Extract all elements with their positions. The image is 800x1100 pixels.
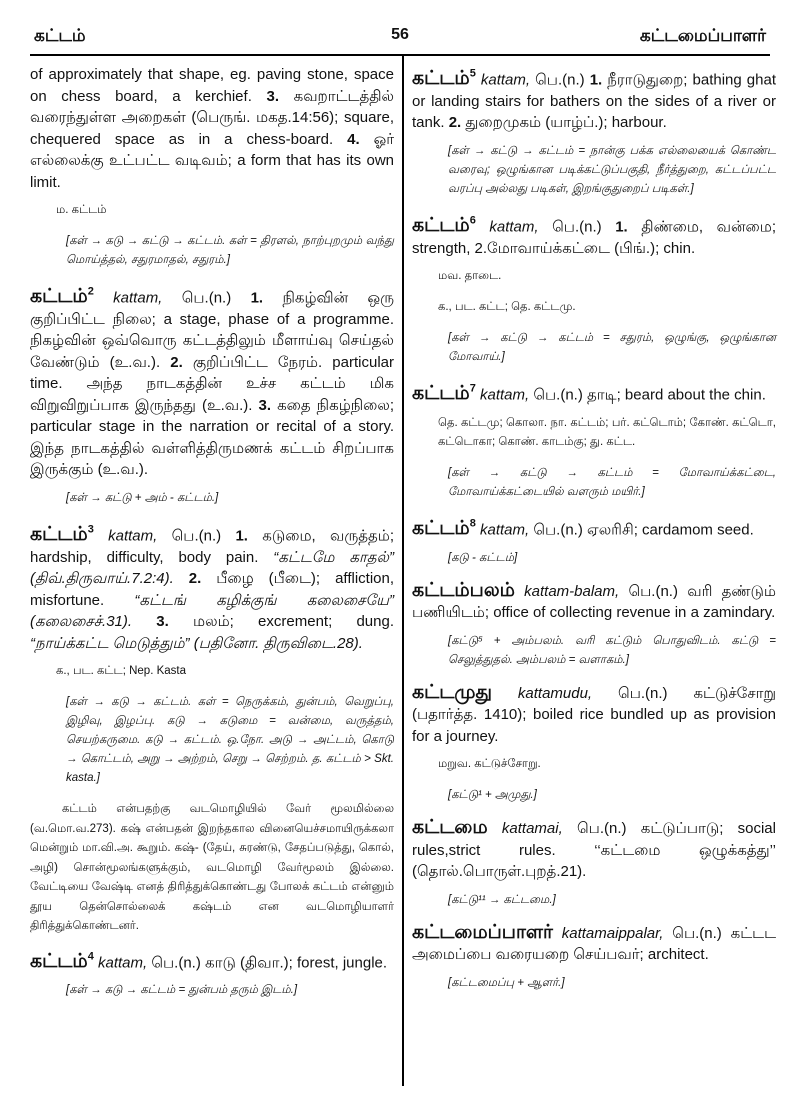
citation: “கட்டங் கழிக்குங் கலைசையே” (கலைசைச்.31). [30, 591, 394, 631]
entry-definition: கட்டம்$^5$ kattam, பெ.(n.) 1. நீராடுதுறை; bathing ghat or landing stairs for bathers on the sides of a river or tank. 2. துறைமுகம் (யாழ்ப்.); harbour. [412, 68, 776, 132]
citation: ‘‘கட்டமை ஒழுக்கத்து’’ (தொல்.பொருள்.புறத்.21). [412, 841, 776, 881]
headword: கட்டம்$^2$ [30, 286, 94, 308]
entry-definition: கட்டம்பலம் kattam-balam, பெ.(n.) வரி தண்டும் பணியிடம்; office of collecting revenue in a zamindary. [412, 579, 776, 622]
cognates: மவ. தாடை. [438, 270, 502, 283]
entry-kattam-6 [412, 211, 776, 367]
entry-definition: கட்டம்$^2$ kattam, பெ.(n.) 1. நிகழ்வின் ஒரு குறிப்பிட்ட நிலை; a stage, phase of a programme. நிகழ்வின் ஒவ்வொரு கட்டத்திலும் மீளாய்வு செய்தல் வேண்டும் (உ.வ.). 2. குறிப்பிட்ட நேரம். particular time. அந்த நாடகத்தின் உச்ச கட்டம் மிக விறுவிறுப்பாக இருந்தது (உ.வ.). 3. கதை நிகழ்நிலை; particular stage in the narration or recital of a story. இந்த நாடகத்தில் வள்ளித்திருமணக் கட்டம் சிறப்பாக இருக்கும் (உ.வ.). [30, 286, 395, 479]
running-head-right: கட்டமைப்பாளர் [639, 26, 766, 45]
transliteration: kattam, [479, 521, 530, 539]
part-of-speech: பெ.(n.) [618, 684, 668, 702]
transliteration: kattamai, [501, 820, 563, 838]
transliteration: kattam, [489, 218, 539, 236]
left-column [30, 64, 394, 1012]
etymology: [கட்டமைப்பு + ஆளர்.] [448, 976, 565, 989]
headword: கட்டமுது [412, 681, 492, 703]
page-number: 56 [391, 26, 409, 43]
etymology: [கள் → கட்டு → கட்டம் = நான்கு பக்க எல்லையைக் கொண்ட வரைவு; ஒழுங்கான படிக்கட்டுப்பகுதி, நீர்த்துறை, கட்டப்பட்ட வரப்பு அல்லது படிகள், இறங்குதுறைப் படிகள்.] [448, 144, 776, 195]
part-of-speech: பெ.(n.) [535, 71, 585, 89]
entry-kattam-2 [30, 282, 394, 508]
part-of-speech: பெ.(n.) [181, 289, 232, 307]
entry-definition: கட்டம்$^3$ kattam, பெ.(n.) 1. கடுமை, வருத்தம்; hardship, difficulty, body pain. “கட்டமே காதல்” (திவ்.திருவாய்.7.2:4). 2. பீழை (பீடை); affliction, misfortune. “கட்டங் கழிக்குங் கலைசையே” (கலைசைச்.31). 3. மலம்; excrement; dung. “நாய்க்கட்ட மெடுத்தும்” (பதினோ. திருவிடை.28). [30, 523, 395, 652]
citation: “நாய்க்கட்ட மெடுத்தும்” (பதினோ. திருவிடை.28). [30, 634, 363, 652]
header-rule [30, 54, 770, 56]
part-of-speech: பெ.(n.) [552, 218, 602, 236]
cognates: ம. கட்டம் [56, 204, 107, 216]
headword: கட்டம்$^3$ [30, 523, 94, 546]
part-of-speech: பெ.(n.) [577, 820, 627, 838]
headword: கட்டம்$^4$ [30, 950, 94, 972]
etymology: [கடு - கட்டம்] [448, 551, 518, 564]
transliteration: kattam, [113, 289, 163, 307]
etymology: [கள் → கட்டு → கட்டம் = மோவாய்க்கட்டை, மோவாய்க்கட்டையில் வளரும் மயிர்.] [448, 466, 776, 498]
entry-continued [30, 64, 394, 270]
entry-definition: of approximately that shape, eg. paving stone, space on chess board, a kerchief. 3. கவறாட்டத்தில் வரைந்துள்ள அறைகள் (பெருங். மகத.14:56); square, chequered space as in a chess-board. 4. ஓர் எல்லைக்கு உட்பட்ட வடிவம்; a form that has its own limit. [30, 66, 395, 191]
entry-definition: கட்டமை kattamai, பெ.(n.) கட்டுப்பாடு; social rules,strict rules. ‘‘கட்டமை ஒழுக்கத்து’’ (தொல்.பொருள்.புறத்.21). [412, 817, 776, 881]
transliteration: kattam-balam, [524, 582, 620, 600]
column-divider [402, 56, 404, 1086]
headword: கட்டமை [412, 817, 488, 839]
entry-kattam-3 [30, 520, 394, 937]
part-of-speech: பெ.(n.) [533, 521, 583, 539]
editorial-comment: கட்டம் என்பதற்கு வடமொழியில் வேர் மூலமில்லை (வ.மொ.வ.273). கஷ் என்பதன் இறந்தகால வினையெச்சமாயிருக்கலா மென்றும் மா.வி.அ. கூறும். கஷ்- (தேய், சுரண்டு, சேதப்படுத்து, கொல், அழி) சொன்மூலங்களுக்கும், வடமொழி வேர்மூலம் இல்லை. வேட்டியை வேஷ்டி எனத் திரித்துக்கொண்டது போலக் கட்டம் என்னும் தூய தென்சொல்லைக் கஷ்டம் என வடமொழியாளர் திரித்துக்கொண்டனர். [30, 803, 394, 933]
transliteration: kattam, [479, 386, 530, 404]
headword: கட்டம்$^8$ [412, 517, 476, 540]
entry-definition: கட்டமைப்பாளர் kattamaippalar, பெ.(n.) கட்டட அமைப்பை வரையறை செய்பவர்; architect. [412, 921, 777, 964]
headword: கட்டம்$^5$ [412, 68, 476, 90]
entry-definition: கட்டம்$^7$ kattam, பெ.(n.) தாடி; beard about the chin. [412, 383, 766, 405]
right-column [412, 64, 776, 1005]
headword: கட்டம்பலம் [412, 579, 515, 601]
part-of-speech: பெ.(n.) [628, 582, 678, 600]
citation: “கட்டமே காதல்” (திவ்.திருவாய்.7.2:4). [30, 548, 394, 588]
entry-definition: கட்டம்$^6$ kattam, பெ.(n.) 1. திண்மை, வன்மை; strength, 2.மோவாய்க்கட்டை (பிங்.); chin. [412, 214, 776, 257]
cognates: க., பட. கட்ட; தெ. கட்டமு. [438, 301, 576, 314]
entry-kattambalam [412, 580, 776, 670]
entry-kattam-4 [30, 947, 394, 1001]
headword: கட்டம்$^7$ [412, 383, 476, 405]
etymology: [கள் → கடு → கட்டம். கள் = நெருக்கம், துன்பம், வெறுப்பு, இழிவு, இழப்பு. கடு → கடுமை = வன்மை, வருத்தம், செயற்கருமை. கடு → கட்டம். ஒ.நோ. அடு → அட்டம், கொடு → கொட்டம், அறு → அற்றம், செறு → செற்றம். த. கட்டம் > Skt. kasta.] [66, 696, 394, 785]
part-of-speech: பெ.(n.) [533, 386, 583, 404]
etymology: [கட்டு⁵ + அம்பலம். வரி கட்டும் பொதுவிடம். கட்டு = செலுத்துதல். அம்பலம் = வளாகம்.] [448, 634, 776, 666]
transliteration: kattamaippalar, [561, 924, 664, 942]
cognates: க., பட. கட்ட; Nep. Kasta [56, 665, 186, 678]
transliteration: kattamudu, [517, 684, 593, 702]
transliteration: kattam, [108, 527, 158, 545]
entry-definition: கட்டம்$^4$ kattam, பெ.(n.) காடு (திவா.); forest, jungle. [30, 950, 388, 972]
etymology: [கள் → கட்டு + அம் - கட்டம்.] [66, 491, 219, 504]
entry-kattamaippalar [412, 922, 776, 993]
entry-definition: கட்டம்$^8$ kattam, பெ.(n.) ஏலரிசி; cardamom seed. [412, 517, 754, 540]
etymology: [கள் → கட்டு → கட்டம் = சதுரம், ஒழுங்கு, ஒழுங்கான மோவாய்.] [448, 332, 776, 364]
running-head-left: கட்டம் [34, 26, 86, 45]
part-of-speech: பெ.(n.) [151, 953, 201, 971]
headword: கட்டம்$^6$ [412, 214, 476, 237]
entry-definition: கட்டமுது kattamudu, பெ.(n.) கட்டுச்சோறு (பதார்த்த. 1410); boiled rice bundled up as provision for a journey. [412, 681, 777, 745]
entry-kattam-5 [412, 64, 776, 199]
headword: கட்டமைப்பாளர் [412, 921, 553, 943]
etymology: [கட்டு¹¹ → கட்டமை.] [448, 893, 556, 906]
transliteration: kattam, [97, 953, 148, 971]
synonyms: மறுவ. கட்டுச்சோறு. [438, 758, 541, 771]
part-of-speech: பெ.(n.) [672, 924, 722, 942]
entry-kattamai [412, 817, 776, 910]
transliteration: kattam, [480, 71, 531, 89]
cognates: தெ. கட்டமு; கொலா. நா. கட்டம்; பர். கட்டொம்; கோண். கட்டொ, கட்டொகா; கொண். காடம்கு; து. கட்ட. [438, 416, 776, 448]
etymology: [கள் → கடு → கட்டு → கட்டம். கள் = திரளல், நாற்புறமும் வந்து மொய்த்தல், சதுரமாதல், சதுரம்.] [66, 235, 394, 266]
entry-kattam-7 [412, 379, 776, 502]
etymology: [கள் → கடு → கட்டம் = துன்பம் தரும் இடம்.] [66, 984, 298, 997]
etymology: [கட்டு¹ + அமுது.] [448, 789, 537, 802]
part-of-speech: பெ.(n.) [171, 527, 222, 545]
entry-kattamudu [412, 682, 776, 806]
entry-kattam-8 [412, 514, 776, 568]
